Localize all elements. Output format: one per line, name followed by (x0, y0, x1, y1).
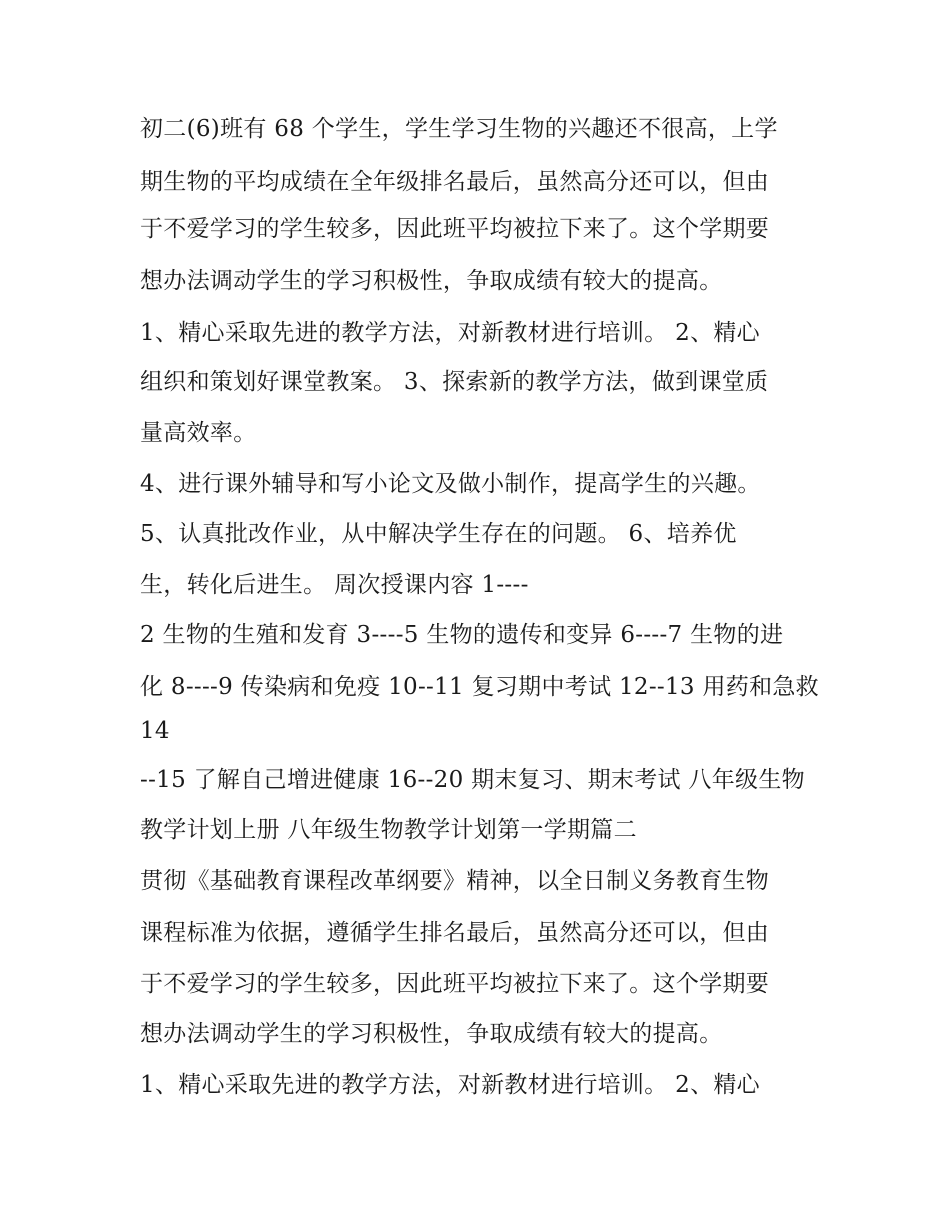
text-line: 化 8----9 传染病和免疫 10--11 复习期中考试 12--13 用药和急救 (140, 674, 819, 700)
text-line: 组织和策划好课堂教案。 3、探索新的教学方法，做到课堂质 (140, 369, 769, 395)
text-line: 5、认真批改作业，从中解决学生存在的问题。 6、培养优 (140, 521, 737, 547)
text-line: 想办法调动学生的学习积极性，争取成绩有较大的提高。 (140, 268, 723, 294)
text-line: 1、精心采取先进的教学方法，对新教材进行培训。 2、精心 (140, 320, 760, 346)
text-line: 期生物的平均成绩在全年级排名最后，虽然高分还可以，但由 (140, 169, 770, 195)
text-line: 想办法调动学生的学习积极性，争取成绩有较大的提高。 (140, 1021, 723, 1047)
text-line: 课程标准为依据，遵循学生排名最后，虽然高分还可以，但由 (140, 920, 770, 946)
text-line: 4、进行课外辅导和写小论文及做小制作，提高学生的兴趣。 (140, 471, 761, 497)
text-line: 1、精心采取先进的教学方法，对新教材进行培训。 2、精心 (140, 1072, 760, 1098)
text-line: 初二(6)班有 68 个学生，学生学习生物的兴趣还不很高，上学 (140, 116, 778, 142)
text-line: 2 生物的生殖和发育 3----5 生物的遗传和变异 6----7 生物的进 (140, 622, 784, 648)
text-line: 生，转化后进生。 周次授课内容 1---- (140, 572, 529, 598)
text-line: --15 了解自己增进健康 16--20 期末复习、期末考试 八年级生物 (140, 767, 805, 793)
text-line: 贯彻《基础教育课程改革纲要》精神，以全日制义务教育生物 (140, 868, 770, 894)
text-line: 于不爱学习的学生较多，因此班平均被拉下来了。这个学期要 (140, 971, 770, 997)
text-line: 教学计划上册 八年级生物教学计划第一学期篇二 (140, 817, 637, 843)
text-line: 14 (140, 718, 170, 744)
text-line: 于不爱学习的学生较多，因此班平均被拉下来了。这个学期要 (140, 216, 770, 242)
text-line: 量高效率。 (140, 420, 257, 446)
